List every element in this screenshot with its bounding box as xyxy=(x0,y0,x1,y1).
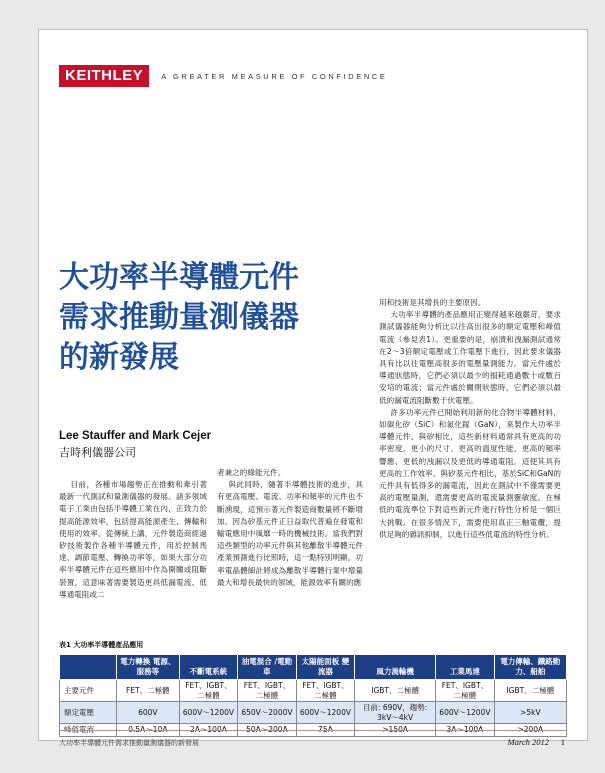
keithley-logo: KEITHLEY xyxy=(59,65,149,87)
table-caption: 表1 大功率半導體產品應用 xyxy=(59,641,144,649)
table-header-cell: 不斷電系統 xyxy=(179,655,237,680)
table-cell: 2A～100A xyxy=(179,724,237,737)
table-header-cell: 工業馬達 xyxy=(436,655,494,680)
table-cell: 600V～1200V xyxy=(179,702,237,724)
body-column-3 xyxy=(379,297,561,541)
table-cell: IGBT、二極體 xyxy=(494,680,566,702)
table-row-header: 額定電壓 xyxy=(60,702,117,724)
table-row-header: 主要元件 xyxy=(60,680,117,702)
header xyxy=(59,65,388,87)
article-title xyxy=(59,258,359,378)
paragraph: 者兼之的綠能元件。 xyxy=(217,468,286,477)
table-header-cell: 油電混合 /電動車 xyxy=(238,655,296,680)
page-number: 1 xyxy=(560,737,565,747)
table-header-cell: 電力轉換 電源、服務等 xyxy=(117,655,180,680)
table-header-cell xyxy=(60,655,117,680)
title-line: 的新發展 xyxy=(59,340,179,375)
paragraph: 大功率半導體的產品應用正變得越來越嚴苛，要求測試儀器能夠分析比以往高出很多的額定電壓和峰值電流（參見表1）。更重要的是，崩潰和洩漏測試通常在2～3倍額定電壓或工作電壓下進行，因此要求儀器具有比以往電壓高很多的電壓量測能力。當元件處於導通狀態時，它們必須以最少的損耗通過數十或數百安培的電流；當元件處於關閉狀態時，它們必須以最低的漏電流阻斷數千伏電壓。 xyxy=(379,310,561,405)
document-page xyxy=(38,29,588,747)
paragraph: 與此同時，隨著半導體技術的進步，具有更高電壓、電流、功率和頻率的元件也不斷湧現，這預示著元件製造商數量將不斷增加。因為矽基元件正日益取代普遍在發電和輸電應用中風靡一時的機械技術。當我們對這些類型的功率元件與其他離散半導體元件產業預測進行比照時，這一點特別明顯。功率電晶體細計將成為離散半導體行業中增量最大和增長最快的領域，能源效率有關的應 xyxy=(217,480,363,587)
footer-title: 大功率半導體元件需求推動量測儀器的新發展 xyxy=(59,739,199,747)
table-cell: FET、二極體 xyxy=(117,680,180,702)
table-cell: FET、IGBT、二極體 xyxy=(179,680,237,702)
table-header-cell: 太陽能面板 變流器 xyxy=(296,655,354,680)
table-cell: 3A～100A xyxy=(436,724,494,737)
table-header-cell: 電力傳輸、鐵路動力、船舶 xyxy=(494,655,566,680)
applications-table xyxy=(59,654,567,737)
table-cell: 0.5A～10A xyxy=(117,724,180,737)
table-header-row xyxy=(60,655,567,680)
table-cell: >200A xyxy=(494,724,566,737)
table-cell: 目前: 690V，趨勢: 3kV～4kV xyxy=(355,702,436,724)
footer-divider xyxy=(59,730,567,731)
table-row xyxy=(60,702,567,724)
table-cell: 50A～200A xyxy=(238,724,296,737)
paragraph: 用和技術是其增長的主要原因。 xyxy=(379,298,486,307)
table-cell: 650V～2000V xyxy=(238,702,296,724)
authors: Lee Stauffer and Mark Cejer xyxy=(59,430,212,442)
table-header-cell: 風力渦輪機 xyxy=(355,655,436,680)
table-cell: 600V xyxy=(117,702,180,724)
tagline: A GREATER MEASURE OF CONFIDENCE xyxy=(161,71,388,81)
paragraph: 許多功率元件已開始利用新的化合物半導體材料，如碳化矽（SiC）和氮化鎵（GaN），來製作大功率半導體元件。與矽相比，這些新材料通常具有更高的功率密度、更小的尺寸、更高的溫度性能、更高的頻率響應、更低的洩漏以及更低的導通電阻。這使其具有更高的工作效率。與矽基元件相比，基於SiC和GaN的元件具有低得多的漏電流，因此在測試中不僅需要更高的電壓量測，還需要更高的電流量測靈敏度。在極低的電流準位下對這些新元件進行特性分析是一個巨大挑戰。在很多情況下，需要使用真正三軸電纜，提供足夠的雜訊抑制，以進行這些低電流的特性分析。 xyxy=(379,407,561,539)
title-line: 大功率半導體元件 xyxy=(59,260,299,295)
table-cell: 75A xyxy=(296,724,354,737)
body-column-1 xyxy=(59,479,207,601)
table-cell: FET、IGBT、二極體 xyxy=(436,680,494,702)
table-cell: >150A xyxy=(355,724,436,737)
table-cell: 600V～1200V xyxy=(296,702,354,724)
table-cell: >5kV xyxy=(494,702,566,724)
table-cell: FET、IGBT、二極體 xyxy=(296,680,354,702)
table-cell: 600V～1200V xyxy=(436,702,494,724)
table-cell: IGBT、二極體 xyxy=(355,680,436,702)
table-cell: FET、IGBT、二極體 xyxy=(238,680,296,702)
footer-date: March 2012 xyxy=(507,737,549,747)
table-row-header: 峰值電流 xyxy=(60,724,117,737)
title-line: 需求推動量測儀器 xyxy=(59,300,299,335)
body-column-2 xyxy=(217,467,363,589)
company: 吉時利儀器公司 xyxy=(59,446,136,459)
paragraph: 目前，各種市場趨勢正在推動和牽引著最新一代測試和量測儀器的發展。諸多領域電子工業由包括半導體工業在內，正致力於提高能源效率，包括提高能源產生、傳輸和使用的效率。從傳統上講，元件製造商經過矽技術製作各種半導體元件，用於控制馬達、調節電壓、轉換功率等，如果大部分功率半導體元件在這些應用中作為開關或阻斷裝置，這意味著需要製造更具低漏電流、低導通電阻或二 xyxy=(59,480,207,599)
table-row xyxy=(60,680,567,702)
